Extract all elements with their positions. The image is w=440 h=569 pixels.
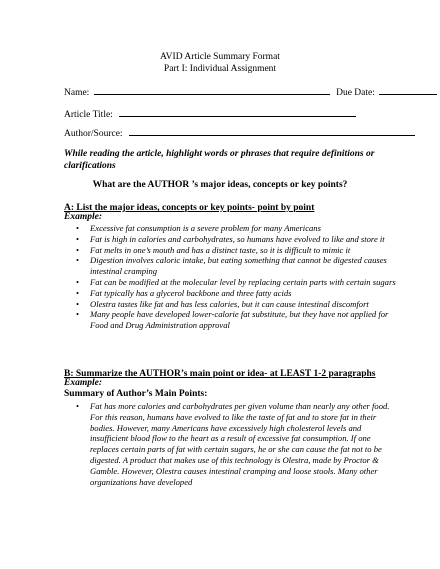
article-title-label: Article Title: [64,110,113,120]
bullet-icon: • [76,233,80,244]
bullet-icon: • [76,276,80,287]
article-title-field[interactable] [119,108,356,117]
list-item: • Fat has more calories and carbohydrates per given volume than nearly any other food. For this reason, humans have evolved to like the taste of fat and to store fat in their bodies. However, many Americans have excessively high cholesterol levels and insufficient blood flow to the heart as a result of excessive fat consumption. If one replaces certain parts of fat with certain sugars, he or she can cause the fat not to be digested. A product that makes use of this technology is Olestra, made by Proctor & Gamble. However, Olestra causes intestinal cramping and loose stools. Many other organizations have developed [76,401,390,487]
bullet-icon: • [76,287,80,298]
list-item: • Fat can be modified at the molecular level by replacing certain parts with certain sugars [76,276,396,287]
list-item: • Fat melts in one’s mouth and has a distinct taste, so it is difficult to mimic it [76,244,351,255]
list-item: • Fat typically has a glycerol backbone and three fatty acids [76,287,292,298]
key-points-question: What are the AUTHOR ’s major ideas, concepts or key points? [92,180,348,190]
list-item: • Olestra tastes like fat and has less calories, but it can cause intestinal discomfort [76,298,369,309]
reading-instruction: While reading the article, highlight words or phrases that require definitions or clarifications [64,149,375,171]
author-source-field[interactable] [129,127,415,136]
section-b-example-label: Example: [64,378,102,388]
list-item: • Excessive fat consumption is a severe problem for many Americans [76,223,321,233]
author-source-label: Author/Source: [64,129,123,139]
section-a-bullet-list [76,223,396,331]
name-label: Name: [64,88,90,98]
section-b-bullet-list [76,401,396,487]
article-title-row [64,108,356,121]
section-a-heading: A: List the major ideas, concepts or key points- point by point [64,203,315,213]
list-item: • Fat is high in calories and carbohydrates, so humans have evolved to like and store it [76,233,385,244]
bullet-icon: • [76,255,80,266]
due-date-label: Due Date: [336,88,375,98]
bullet-icon: • [76,309,80,320]
bullet-icon: • [76,244,80,255]
name-field[interactable] [94,86,330,95]
due-date-field[interactable] [379,86,437,95]
summary-label: Summary of Author’s Main Points: [64,389,208,399]
name-row [64,86,437,99]
section-b-heading: B: Summarize the AUTHOR’s main point or idea- at LEAST 1-2 paragraphs [64,369,376,379]
bullet-icon: • [76,298,80,309]
section-a-example-label: Example: [64,212,102,222]
list-item: • Many people have developed lower-calorie fat substitute, but they have not applied for Food and Drug Administration approval [76,309,389,331]
author-source-row [64,127,415,140]
bullet-icon: • [76,401,80,411]
list-item: • Digestion involves caloric intake, but eating something that cannot be digested causes intestinal cramping [76,255,387,277]
bullet-icon: • [76,223,80,233]
document-subtitle: Part I: Individual Assignment [163,64,277,74]
document-title: AVID Article Summary Format [160,52,280,62]
